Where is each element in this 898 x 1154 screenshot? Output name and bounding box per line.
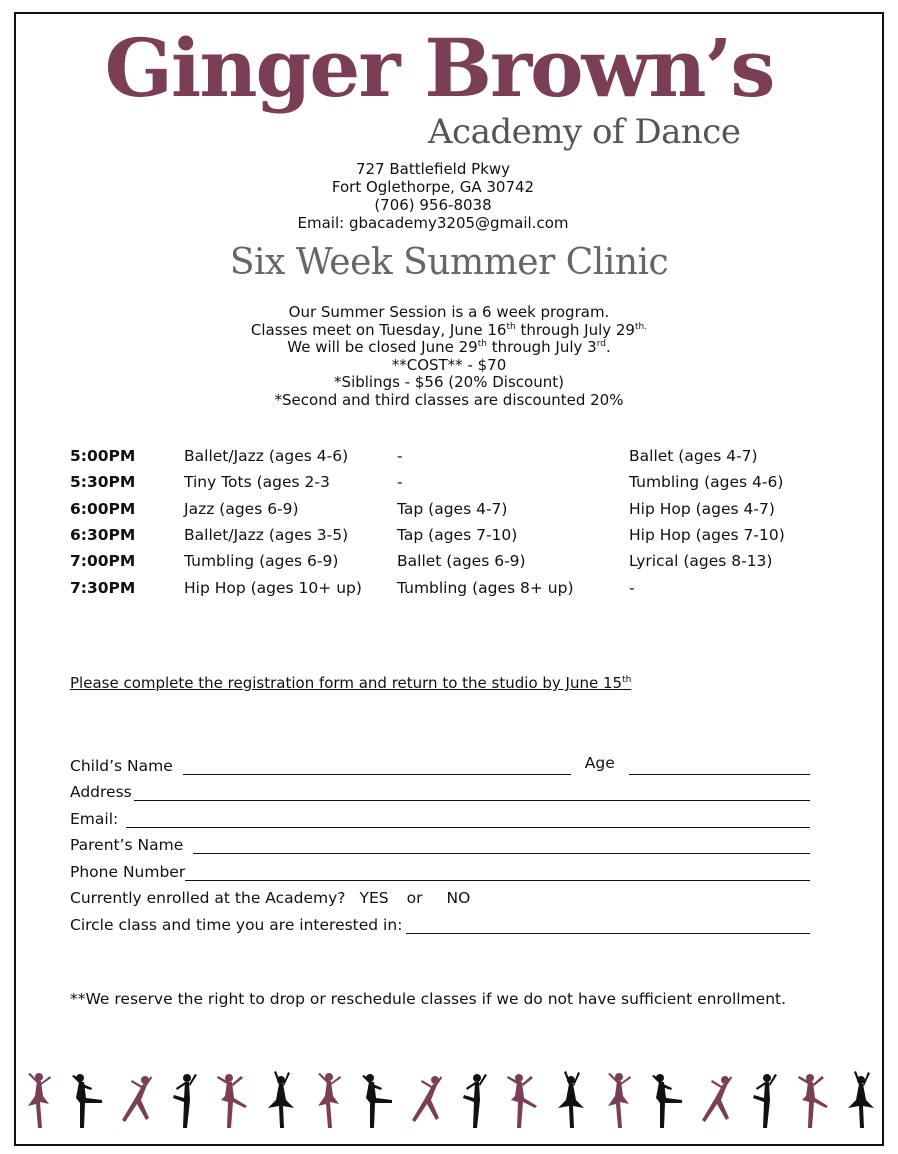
schedule-row [70,496,830,522]
schedule-class: Hip Hop (ages 10+ up) [184,578,362,597]
schedule-class: Hip Hop (ages 4-7) [629,499,775,518]
schedule-class: - [397,447,403,466]
enrollment-disclaimer: **We reserve the right to drop or reschedule classes if we do not have sufficient enrollment. [70,990,787,1008]
ballerina-icon [457,1070,491,1132]
page-title: Six Week Summer Clinic [229,242,669,283]
ballerina-icon [119,1070,153,1132]
cost-line: **COST** - $70 [391,355,507,374]
ballerina-icon [167,1070,201,1132]
intro-line-3: We will be closed June 29th through July 3rd. [287,338,611,356]
form-row-phone [70,854,810,881]
discount-line: *Second and third classes are discounted 20% [274,390,624,409]
form-row-email [70,801,810,828]
schedule-row [70,443,830,469]
form-row-address [70,775,810,802]
schedule-time: 7:00PM [70,552,136,571]
class-schedule [70,443,830,601]
schedule-class: Tap (ages 7-10) [397,526,518,545]
ballerina-icon [409,1070,443,1132]
interest-field[interactable] [406,916,810,934]
no-option[interactable]: NO [446,889,471,907]
ballerina-icon [312,1070,346,1132]
logo-subtitle: Academy of Dance [428,112,741,152]
age-field[interactable] [629,757,810,775]
ballerina-icon [554,1070,588,1132]
registration-notice: Please complete the registration form and return to the studio by June 15th [70,674,632,692]
ballerina-icon [650,1070,684,1132]
schedule-row [70,469,830,495]
schedule-time: 5:30PM [70,473,136,492]
ballerina-icon [796,1070,830,1132]
form-row-parent [70,828,810,855]
or-text: or [406,889,423,907]
schedule-class: Lyrical (ages 8-13) [629,552,773,571]
intro-block [0,304,898,409]
ballerina-icon [602,1070,636,1132]
child-name-field[interactable] [183,757,571,775]
phone-number-label: Phone Number [70,862,186,881]
intro-line-1: Our Summer Session is a 6 week program. [288,303,610,321]
ballerina-icon [70,1070,104,1132]
schedule-class: Tumbling (ages 4-6) [629,473,784,492]
schedule-class: Tumbling (ages 6-9) [184,552,339,571]
age-label: Age [584,753,615,772]
schedule-time: 7:30PM [70,578,136,597]
email-field[interactable] [126,810,810,828]
yes-option[interactable]: YES [359,889,389,907]
contact-block [0,160,866,232]
schedule-class: Ballet/Jazz (ages 3-5) [184,526,349,545]
child-name-label: Child’s Name [70,756,173,775]
schedule-class: Hip Hop (ages 7-10) [629,526,785,545]
email-label: Email: [70,809,119,828]
logo-title: Ginger Brown’s [104,21,774,115]
ballerina-icon [747,1070,781,1132]
schedule-class: Jazz (ages 6-9) [184,499,299,518]
address-line-1: 727 Battlefield Pkwy [355,160,511,178]
ballerina-icon [22,1070,56,1132]
form-row-child [70,748,810,775]
schedule-class: Tiny Tots (ages 2-3 [184,473,330,492]
interest-label: Circle class and time you are interested in: [70,915,403,934]
phone-number-field[interactable] [185,863,810,881]
schedule-row [70,522,830,548]
schedule-class: Tumbling (ages 8+ up) [397,578,574,597]
email-address: Email: gbacademy3205@gmail.com [297,214,569,232]
ballerina-icon [844,1070,878,1132]
schedule-row [70,574,830,600]
ballerina-icon [360,1070,394,1132]
schedule-row [70,548,830,574]
enrolled-label: Currently enrolled at the Academy? [70,889,346,907]
schedule-time: 6:30PM [70,526,136,545]
registration-form [70,748,810,934]
siblings-line: *Siblings - $56 (20% Discount) [334,373,564,391]
form-row-enrolled [70,881,810,908]
schedule-class: - [629,578,635,597]
schedule-time: 5:00PM [70,447,136,466]
parent-name-label: Parent’s Name [70,836,184,854]
schedule-class: Tap (ages 4-7) [397,499,508,518]
ballerina-icon [505,1070,539,1132]
ballerina-icon [215,1070,249,1132]
ballerina-icon [699,1070,733,1132]
address-field[interactable] [134,783,810,801]
address-label: Address [70,783,132,801]
form-row-interest [70,907,810,934]
parent-name-field[interactable] [193,836,810,854]
ballerina-icon [264,1070,298,1132]
phone-number: (706) 956-8038 [374,196,492,214]
dancer-border [22,1070,878,1134]
address-line-2: Fort Oglethorpe, GA 30742 [331,178,535,196]
schedule-time: 6:00PM [70,499,136,518]
schedule-class: Ballet/Jazz (ages 4-6) [184,447,349,466]
schedule-class: Ballet (ages 6-9) [397,552,526,571]
schedule-class: - [397,473,403,492]
schedule-class: Ballet (ages 4-7) [629,447,758,466]
intro-line-2: Classes meet on Tuesday, June 16th through July $29^{th.}$ [250,320,648,339]
